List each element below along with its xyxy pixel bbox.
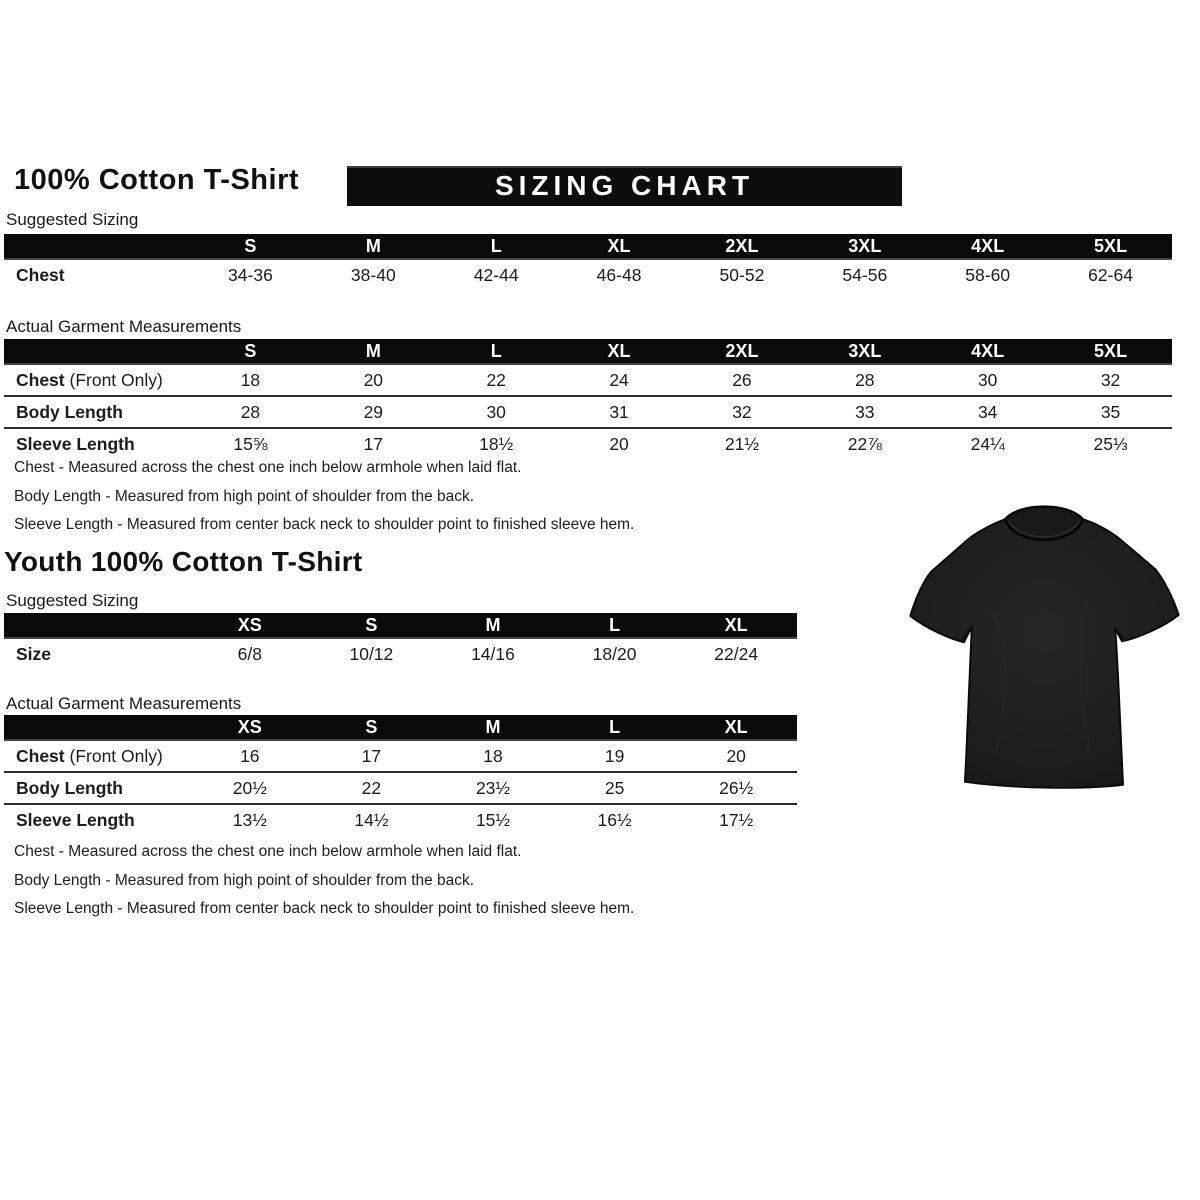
measurement-cell: 10/12 [349, 643, 394, 664]
row-label [4, 370, 189, 391]
size-column-header: M [365, 235, 381, 256]
measurement-cell: 14/16 [471, 643, 515, 664]
measurement-cell: 34 [977, 401, 998, 422]
measurement-cell: 15⅝ [233, 433, 268, 454]
size-column-header: 4XL [971, 340, 1005, 361]
measurement-cell: 32 [732, 401, 752, 422]
measurement-cell: 35 [1100, 401, 1121, 422]
row-label [4, 810, 189, 831]
size-column-header: XL [724, 614, 748, 635]
black-tshirt-image [893, 492, 1195, 814]
row-label-text: Chest [16, 369, 65, 390]
measurement-cell: 23½ [475, 777, 511, 798]
row-label-text: Chest [16, 264, 65, 285]
measurement-cell: 19 [604, 745, 625, 766]
size-column-header: L [609, 716, 621, 737]
row-label [4, 265, 189, 286]
size-column-header: 2XL [725, 340, 759, 361]
size-column-header: XL [607, 235, 631, 256]
measurement-cell: 18/20 [592, 643, 637, 664]
row-label-text: Body Length [16, 401, 123, 422]
measurement-cell: 15½ [475, 809, 511, 830]
size-column-header: L [609, 614, 621, 635]
measurement-cell: 6/8 [237, 643, 262, 664]
measurement-cell: 17 [361, 745, 382, 766]
measurement-cell: 20 [363, 369, 384, 390]
size-column-header: S [244, 235, 257, 256]
measurement-cell: 18 [240, 369, 261, 390]
table-row [4, 427, 1172, 459]
youth-actual-measurements-table [4, 715, 797, 835]
measurement-cell: 31 [609, 401, 629, 422]
measurement-cell: 20 [609, 433, 629, 454]
table-row [4, 741, 797, 771]
measurement-cell: 24¼ [970, 433, 1005, 454]
measurement-cell: 21½ [724, 433, 759, 454]
measurement-cell: 28 [855, 369, 875, 390]
measurement-cell: 62-64 [1088, 264, 1133, 285]
measurement-cell: 13½ [232, 809, 267, 830]
size-column-header: S [365, 614, 378, 635]
measurement-cell: 16 [240, 745, 260, 766]
measurement-cell: 26 [732, 369, 752, 390]
size-column-header: L [490, 235, 502, 256]
size-column-header: M [485, 614, 501, 635]
table-row [4, 771, 797, 803]
size-column-header: M [365, 340, 381, 361]
row-label [4, 644, 189, 665]
measurement-cell: 22 [486, 369, 506, 390]
row-label-text: Sleeve Length [16, 809, 135, 830]
row-label-suffix: (Front Only) [64, 745, 163, 766]
measurement-cell: 20 [726, 745, 746, 766]
measurement-cell: 34-36 [228, 264, 273, 285]
measurement-cell: 18½ [479, 433, 514, 454]
adult-actual-measurements-label: Actual Garment Measurements [6, 317, 242, 336]
adult-suggested-sizing-label: Suggested Sizing [6, 210, 139, 229]
measurement-note-line: Body Length - Measured from high point of shoulder from the back. [14, 487, 475, 505]
measurement-cell: 24 [609, 369, 629, 390]
measurement-cell: 17½ [719, 809, 754, 830]
youth-actual-measurements-label: Actual Garment Measurements [6, 694, 242, 713]
measurement-cell: 42-44 [473, 264, 519, 285]
adult-actual-measurements-table [4, 339, 1172, 459]
size-column-header: XS [237, 614, 262, 635]
table-header-row [4, 234, 1172, 260]
row-label-text: Sleeve Length [16, 433, 135, 454]
measurement-note-line: Sleeve Length - Measured from center back neck to shoulder point to finished sleeve hem. [14, 900, 635, 917]
sizing-chart-banner: SIZING CHART [347, 166, 902, 206]
table-header-row [4, 339, 1172, 365]
size-column-header: 3XL [848, 235, 882, 256]
measurement-cell: 18 [483, 745, 503, 766]
table-header-row [4, 613, 797, 639]
row-label-suffix: (Front Only) [64, 369, 163, 390]
measurement-cell: 25⅓ [1093, 433, 1128, 454]
size-column-header: 3XL [848, 340, 882, 361]
size-column-header: S [365, 716, 378, 737]
measurement-cell: 30 [977, 369, 998, 390]
measurement-cell: 50-52 [719, 264, 765, 285]
measurement-cell: 58-60 [965, 264, 1011, 285]
table-row [4, 260, 1172, 290]
youth-measurement-notes [14, 842, 814, 928]
youth-suggested-sizing-label: Suggested Sizing [6, 591, 139, 610]
measurement-cell: 33 [855, 401, 875, 422]
table-row [4, 639, 797, 669]
measurement-note-line: Sleeve Length - Measured from center back neck to shoulder point to finished sleeve hem. [14, 516, 635, 533]
row-label [4, 746, 189, 767]
row-label [4, 778, 189, 799]
size-column-header: M [485, 716, 501, 737]
row-label [4, 402, 189, 423]
adult-measurement-notes [14, 458, 814, 544]
measurement-cell: 22⅞ [847, 433, 882, 454]
measurement-cell: 30 [486, 401, 506, 422]
measurement-cell: 20½ [232, 777, 267, 798]
size-column-header: XS [237, 716, 262, 737]
size-column-header: 5XL [1094, 340, 1128, 361]
row-label-text: Chest [16, 745, 65, 766]
size-column-header: XL [724, 716, 748, 737]
youth-suggested-sizing-table [4, 613, 797, 669]
size-column-header: XL [607, 340, 631, 361]
table-row [4, 395, 1172, 427]
size-column-header: 4XL [971, 235, 1005, 256]
table-header-row [4, 715, 797, 741]
row-label-text: Size [16, 643, 52, 664]
size-column-header: 2XL [725, 235, 759, 256]
measurement-cell: 29 [363, 401, 384, 422]
adult-suggested-sizing-table [4, 234, 1172, 290]
youth-section-title: Youth 100% Cotton T-Shirt [4, 546, 363, 577]
table-row [4, 803, 797, 835]
page-title: 100% Cotton T-Shirt [14, 164, 300, 196]
tshirt-icon [893, 492, 1195, 814]
measurement-cell: 22/24 [714, 643, 759, 664]
size-column-header: 5XL [1094, 235, 1128, 256]
row-label [4, 434, 189, 455]
size-column-header: L [490, 340, 502, 361]
measurement-cell: 46-48 [596, 264, 642, 285]
measurement-cell: 22 [361, 777, 382, 798]
table-row [4, 365, 1172, 395]
measurement-cell: 54-56 [842, 264, 888, 285]
measurement-note-line: Body Length - Measured from high point of shoulder from the back. [14, 871, 475, 889]
measurement-cell: 14½ [354, 809, 389, 830]
size-column-header: S [244, 340, 257, 361]
measurement-note-line: Chest - Measured across the chest one inch below armhole when laid flat. [14, 459, 522, 476]
measurement-cell: 32 [1100, 369, 1121, 390]
measurement-cell: 38-40 [350, 264, 396, 285]
measurement-cell: 25 [604, 777, 625, 798]
measurement-cell: 28 [240, 401, 261, 422]
measurement-note-line: Chest - Measured across the chest one inch below armhole when laid flat. [14, 843, 522, 860]
measurement-cell: 26½ [719, 777, 754, 798]
row-label-text: Body Length [16, 777, 123, 798]
measurement-cell: 16½ [597, 809, 632, 830]
measurement-cell: 17 [363, 433, 384, 454]
